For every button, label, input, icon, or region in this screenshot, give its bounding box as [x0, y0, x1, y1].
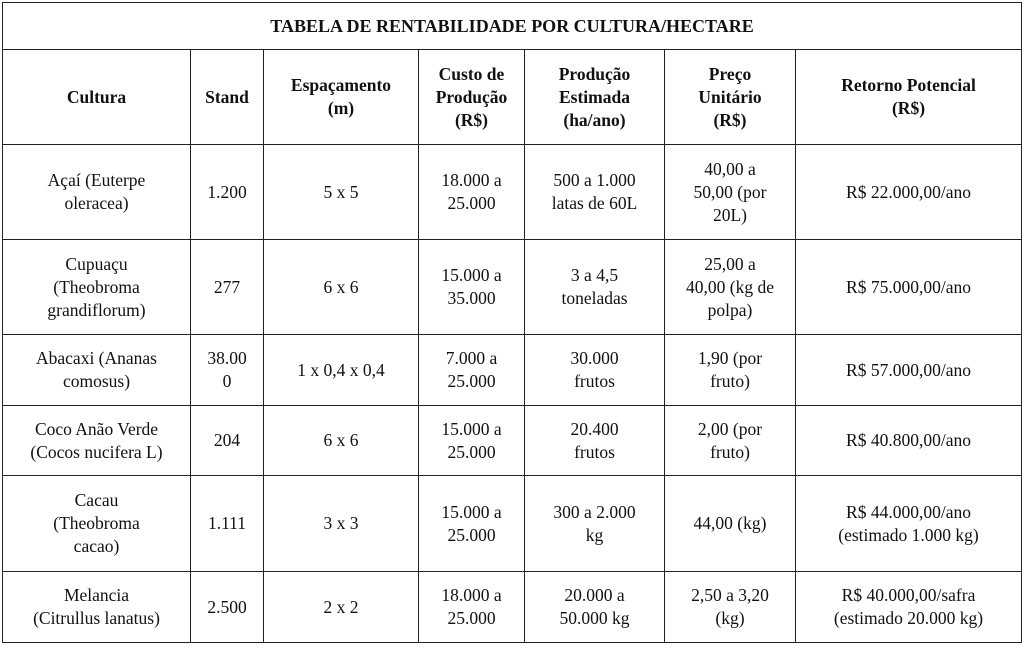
cell-text: 2.500 [207, 596, 247, 617]
cell-espacamento [264, 145, 419, 240]
cell-preco [665, 145, 796, 240]
cell-text: 15.000 a [441, 418, 502, 439]
cell-preco [665, 476, 796, 572]
table-title: TABELA DE RENTABILIDADE POR CULTURA/HECTARE [3, 3, 1022, 50]
cell-text: (estimado 1.000 kg) [838, 524, 979, 545]
cell-text: 25.000 [447, 441, 496, 462]
cell-cultura [3, 476, 191, 572]
cell-preco [665, 572, 796, 643]
cell-text: (kg) [715, 608, 745, 628]
cell-text: R$ 44.000,00/ano [846, 501, 971, 522]
cell-text: 1,90 (por [697, 348, 763, 368]
cell-custo [419, 240, 525, 335]
cell-text: Cacau [74, 490, 119, 510]
cell-producao [525, 145, 665, 240]
cell-text: 25,00 a [704, 253, 756, 274]
cell-text: R$ 40.800,00/ano [846, 430, 971, 450]
cell-text: Cupuaçu [65, 253, 128, 274]
cell-espacamento [264, 240, 419, 335]
header-line: Produção [435, 86, 508, 107]
cell-text: 6 x 6 [323, 276, 359, 297]
cell-text: R$ 75.000,00/ano [846, 276, 971, 297]
cell-custo [419, 335, 525, 406]
cell-retorno [796, 476, 1022, 572]
cell-text: 15.000 a [441, 501, 502, 522]
table-body [3, 145, 1022, 643]
cell-text: oleracea) [64, 193, 129, 213]
header-preco [665, 50, 796, 145]
cell-custo [419, 476, 525, 572]
cell-text: 3 a 4,5 [570, 265, 619, 285]
cell-text: Coco Anão Verde [34, 418, 159, 439]
cell-text: 3 x 3 [323, 513, 359, 533]
cell-stand [191, 145, 264, 240]
cell-text: 277 [213, 276, 241, 297]
cell-text: 44,00 (kg) [693, 513, 767, 533]
header-cultura-label: Cultura [66, 86, 127, 107]
cell-text: Açaí (Euterpe [47, 170, 146, 190]
cell-text: 6 x 6 [323, 430, 359, 450]
table-title-row [3, 3, 1022, 50]
cell-text: 204 [213, 430, 241, 450]
cell-custo [419, 406, 525, 476]
cell-text: 500 a 1.000 [553, 170, 636, 190]
table-row [3, 145, 1022, 240]
cell-text: frutos [574, 441, 615, 462]
cell-espacamento [264, 406, 419, 476]
cell-text: R$ 40.000,00/safra [841, 585, 976, 605]
cell-text: 2,00 (por [697, 418, 763, 439]
cell-text: 0 [222, 371, 232, 391]
cell-cultura [3, 145, 191, 240]
cell-preco [665, 406, 796, 476]
cell-text: 25.000 [447, 371, 496, 391]
cell-text: 38.00 [207, 348, 247, 368]
cell-cultura [3, 406, 191, 476]
header-retorno [796, 50, 1022, 145]
cell-text: 20.000 a [564, 585, 625, 605]
cell-text: grandiflorum) [47, 299, 146, 320]
table-row [3, 406, 1022, 476]
cell-text: (estimado 20.000 kg) [833, 608, 984, 628]
cell-text: 2,50 a 3,20 [691, 585, 769, 605]
cell-retorno [796, 145, 1022, 240]
cell-text: 20L) [712, 204, 748, 225]
cell-text: cacao) [73, 536, 120, 556]
profitability-table [2, 2, 1022, 643]
cell-text: (Cocos nucifera L) [30, 441, 163, 462]
cell-text: (Theobroma [53, 513, 140, 533]
cell-espacamento [264, 572, 419, 643]
cell-text: fruto) [710, 441, 750, 462]
header-line: Produção [558, 63, 631, 84]
cell-text: 18.000 a [441, 170, 502, 190]
header-stand [191, 50, 264, 145]
cell-text: 25.000 [447, 608, 496, 628]
cell-text: kg [585, 524, 604, 545]
cell-text: 18.000 a [441, 585, 502, 605]
cell-text: Melancia [63, 585, 130, 605]
header-line: Unitário [698, 86, 762, 107]
header-line: Espaçamento [290, 75, 392, 95]
header-line: Custo de [438, 63, 505, 84]
header-line: (R$) [454, 109, 489, 130]
table-row [3, 476, 1022, 572]
cell-text: 15.000 a [441, 265, 502, 285]
cell-text: frutos [574, 371, 615, 391]
cell-text: comosus) [62, 371, 131, 391]
header-producao [525, 50, 665, 145]
cell-preco [665, 240, 796, 335]
cell-text: 25.000 [447, 524, 496, 545]
cell-retorno [796, 406, 1022, 476]
cell-text: 40,00 a [704, 158, 756, 179]
cell-text: 2 x 2 [323, 596, 359, 617]
header-line: (R$) [713, 109, 747, 130]
header-line: (R$) [891, 98, 926, 118]
cell-retorno [796, 335, 1022, 406]
cell-text: polpa) [707, 299, 753, 320]
cell-producao [525, 335, 665, 406]
cell-producao [525, 240, 665, 335]
header-line: (m) [327, 98, 355, 118]
table-row [3, 335, 1022, 406]
cell-text: 1.200 [207, 181, 247, 202]
cell-cultura [3, 572, 191, 643]
header-line: Retorno Potencial [841, 75, 976, 95]
header-line: Preço [708, 63, 752, 84]
header-cultura [3, 50, 191, 145]
cell-custo [419, 145, 525, 240]
cell-text: 50.000 kg [559, 608, 630, 628]
cell-retorno [796, 572, 1022, 643]
table-row [3, 572, 1022, 643]
cell-espacamento [264, 335, 419, 406]
cell-text: 1 x 0,4 x 0,4 [297, 359, 385, 380]
cell-preco [665, 335, 796, 406]
cell-text: fruto) [710, 371, 750, 391]
cell-text: 30.000 [570, 348, 619, 368]
cell-custo [419, 572, 525, 643]
cell-text: 40,00 (kg de [686, 276, 774, 297]
cell-text: 35.000 [447, 288, 496, 308]
header-custo [419, 50, 525, 145]
cell-producao [525, 572, 665, 643]
header-line: (ha/ano) [563, 109, 626, 130]
cell-cultura [3, 335, 191, 406]
cell-text: latas de 60L [551, 193, 638, 213]
cell-text: 7.000 a [445, 348, 498, 368]
cell-espacamento [264, 476, 419, 572]
cell-stand [191, 335, 264, 406]
cell-producao [525, 406, 665, 476]
table-row [3, 240, 1022, 335]
cell-stand [191, 406, 264, 476]
cell-text: 1.111 [207, 513, 247, 533]
header-espacamento [264, 50, 419, 145]
cell-text: 5 x 5 [323, 181, 359, 202]
cell-text: 300 a 2.000 [553, 501, 636, 522]
cell-retorno [796, 240, 1022, 335]
cell-stand [191, 240, 264, 335]
cell-text: 25.000 [447, 193, 496, 213]
cell-cultura [3, 240, 191, 335]
cell-text: R$ 57.000,00/ano [846, 359, 971, 380]
cell-text: (Citrullus lanatus) [33, 608, 160, 628]
cell-text: Abacaxi (Ananas [36, 348, 157, 368]
cell-text: 50,00 (por [693, 181, 767, 202]
cell-text: (Theobroma [53, 276, 140, 297]
header-stand-label: Stand [205, 86, 249, 107]
cell-stand [191, 476, 264, 572]
table-header-row [3, 50, 1022, 145]
header-line: Estimada [559, 86, 630, 107]
cell-text: R$ 22.000,00/ano [846, 181, 971, 202]
cell-text: 20.400 [570, 418, 619, 439]
cell-text: toneladas [561, 288, 628, 308]
cell-producao [525, 476, 665, 572]
cell-stand [191, 572, 264, 643]
